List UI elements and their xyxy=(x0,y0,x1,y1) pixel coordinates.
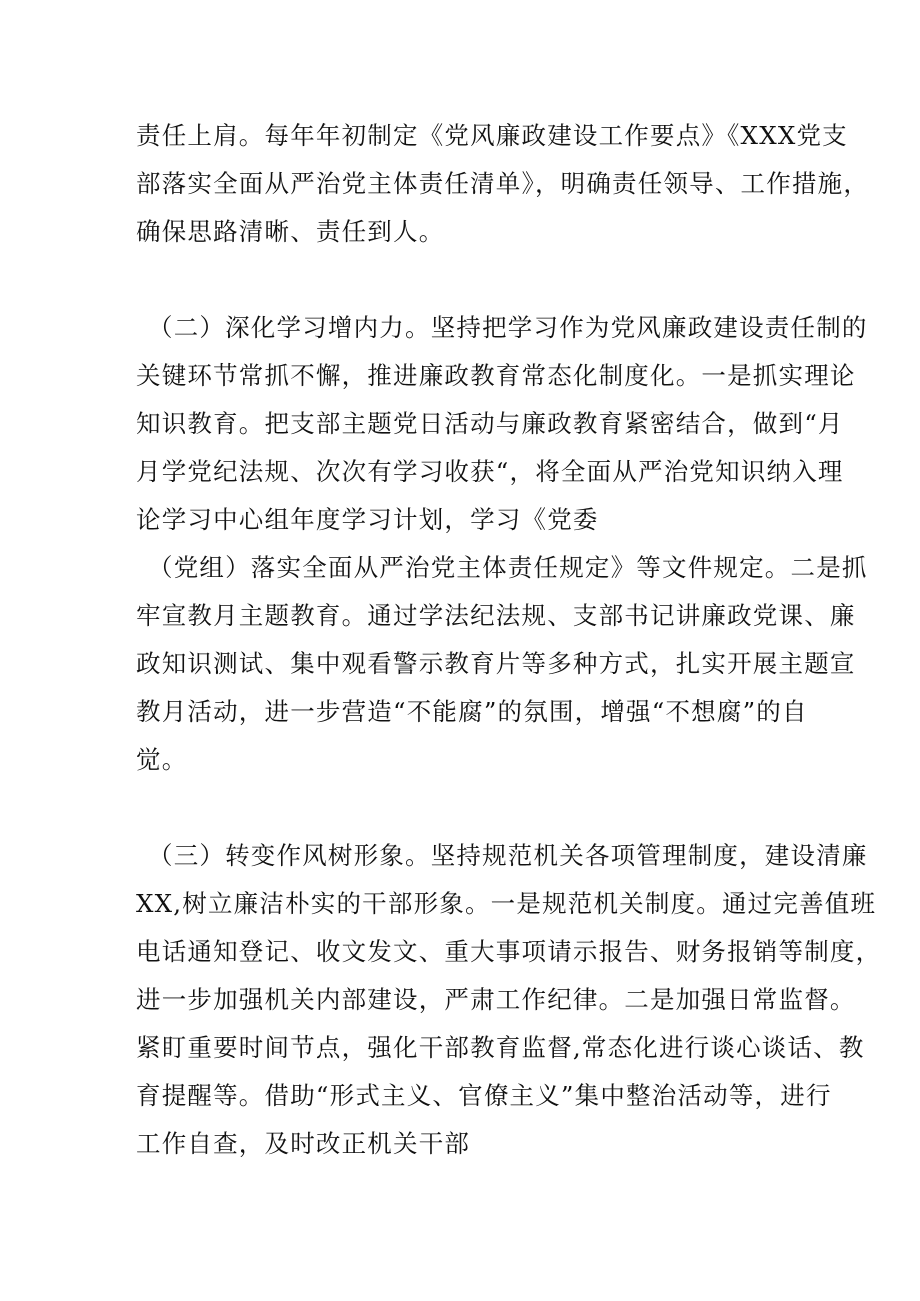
paragraph-3-line-4: 进一步加强机关内部建设，严肃工作纪律。二是加强日常监督。 xyxy=(136,985,856,1014)
paragraph-3-line-5: 紧盯重要时间节点，强化干部教育监督,常态化进行谈心谈话、教 xyxy=(136,1033,865,1062)
paragraph-3-line-7: 工作自查，及时改正机关干部 xyxy=(136,1129,471,1158)
paragraph-1-line-3: 确保思路清晰、责任到人。 xyxy=(136,217,445,246)
paragraph-2-line-6: （党组）落实全面从严治党主体责任规定》等文件规定。二是抓 xyxy=(148,553,868,582)
paragraph-3-line-2: XX,树立廉洁朴实的干部形象。一是规范机关制度。通过完善值班 xyxy=(136,889,877,918)
paragraph-3-line-6: 育提醒等。借助“形式主义、官僚主义”集中整治活动等，进行 xyxy=(136,1081,832,1110)
paragraph-2-line-7: 牢宣教月主题教育。通过学法纪法规、支部书记讲廉政党课、廉 xyxy=(136,601,856,630)
paragraph-3-line-1: （三）转变作风树形象。坚持规范机关各项管理制度，建设清廉 xyxy=(148,841,868,870)
paragraph-2-line-10: 觉。 xyxy=(136,745,188,774)
paragraph-2-line-2: 关键环节常抓不懈，推进廉政教育常态化制度化。一是抓实理论 xyxy=(136,361,856,390)
paragraph-2-line-3: 知识教育。把支部主题党日活动与廉政教育紧密结合，做到“月 xyxy=(136,409,844,438)
paragraph-2-line-9: 教月活动，进一步营造“不能腐”的氛围，增强“不想腐”的自 xyxy=(136,697,808,726)
paragraph-1-line-1: 责任上肩。每年年初制定《党风廉政建设工作要点》《XXX党支 xyxy=(136,121,848,150)
paragraph-2-line-4: 月学党纪法规、次次有学习收获“，将全面从严治党知识纳入理 xyxy=(136,457,844,486)
paragraph-2-line-5: 论学习中心组年度学习计划，学习《党委 xyxy=(136,505,599,534)
paragraph-2-line-1: （二）深化学习增内力。坚持把学习作为党风廉政建设责任制的 xyxy=(148,313,868,342)
paragraph-2-line-8: 政知识测试、集中观看警示教育片等多种方式，扎实开展主题宣 xyxy=(136,649,856,678)
paragraph-3-line-3: 电话通知登记、收文发文、重大事项请示报告、财务报销等制度， xyxy=(136,937,882,966)
paragraph-1-line-2: 部落实全面从严治党主体责任清单》，明确责任领导、工作措施， xyxy=(136,169,870,198)
